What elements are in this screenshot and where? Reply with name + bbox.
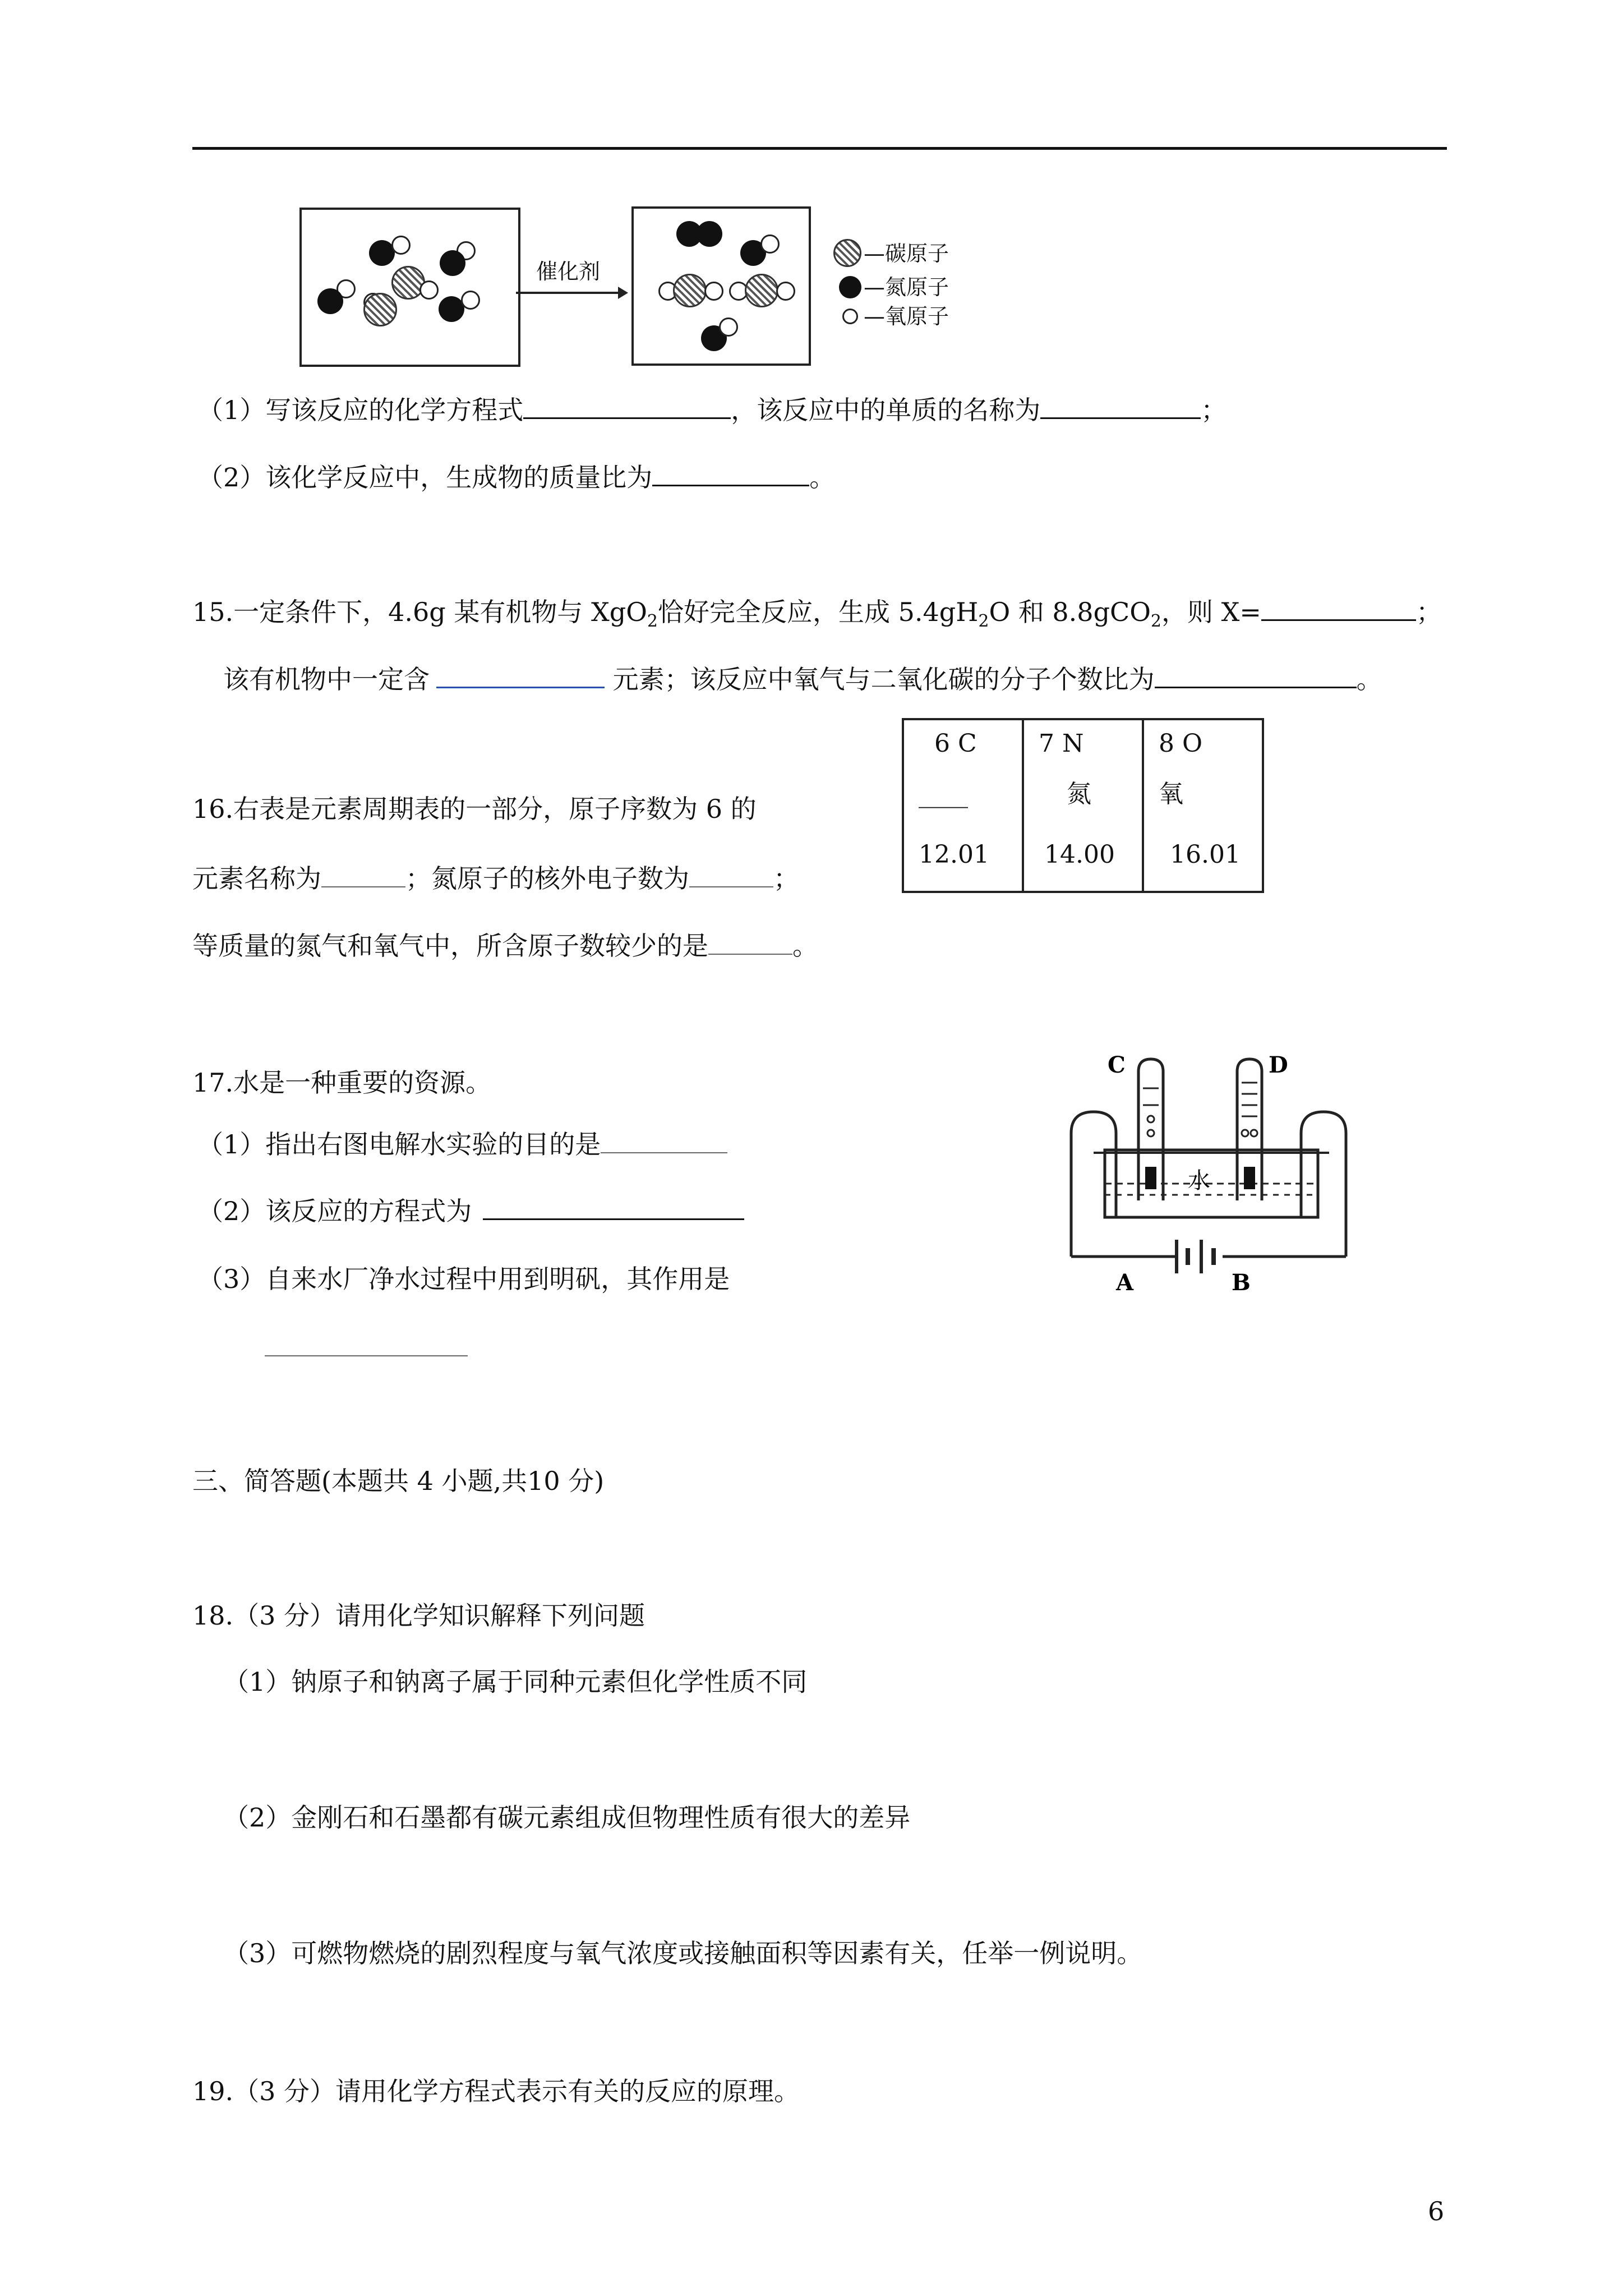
label-d: D [1269, 1052, 1288, 1078]
q17-part2 [197, 1194, 744, 1228]
beaker-outline [1071, 1112, 1116, 1217]
q17-title: 17.水是一种重要的资源。 [192, 1068, 492, 1098]
q14-part1-end: ； [1201, 395, 1227, 425]
q15-line1-end: ； [1415, 597, 1442, 627]
carbon-atom-icon [673, 274, 707, 307]
q16-text-a: 元素名称为 [192, 863, 321, 894]
q16-line2-end: ； [773, 863, 799, 894]
q15-text-a: 15.一定条件下，4.6g 某有机物与 XgO [192, 597, 647, 627]
q14-part2-text: （2）该化学反应中，生成物的质量比为 [197, 462, 653, 493]
x-value-answer-blank[interactable] [1261, 595, 1416, 621]
q16-line2 [192, 862, 799, 895]
alum-function-blank[interactable] [265, 1338, 468, 1356]
purpose-answer-blank[interactable] [601, 1128, 727, 1153]
q17-part2-text: （2）该反应的方程式为 [197, 1196, 472, 1226]
element-name: 氧 [1159, 780, 1183, 808]
q14-part2 [197, 460, 835, 494]
legend-label-carbon: —碳原子 [864, 241, 949, 266]
legend-label-nitrogen: —氮原子 [864, 275, 949, 300]
oxygen-atom-icon [760, 234, 780, 254]
q15-text-d: ，则 X= [1161, 597, 1261, 627]
element-cell-carbon [903, 719, 1023, 892]
oxygen-atom-icon [719, 318, 738, 337]
nitrogen-atom-icon [839, 276, 861, 298]
oxygen-atom-icon [704, 282, 723, 301]
carbon-atom-icon [833, 239, 861, 267]
q14-part2-end: 。 [809, 462, 836, 493]
q19-title: 19.（3 分）请用化学方程式表示有关的反应的原理。 [192, 2076, 800, 2106]
element-answer-blank[interactable] [436, 662, 605, 688]
nitrogen-atom-icon [697, 221, 722, 247]
q18-part2: （2）金刚石和石墨都有碳元素组成但物理性质有很大的差异 [223, 1802, 911, 1833]
header-rule [192, 147, 1447, 150]
element-name-blank[interactable] [321, 862, 405, 887]
q15-text-e: 该有机物中一定含 [223, 664, 430, 694]
q18-part3: （3）可燃物燃烧的剧烈程度与氧气浓度或接触面积等因素有关，任举一例说明。 [223, 1938, 1143, 1968]
q17-part1-text: （1）指出右图电解水实验的目的是 [197, 1129, 601, 1159]
periodic-table-fragment [902, 718, 1264, 893]
mass-ratio-answer-blank[interactable] [652, 460, 809, 486]
fewer-atoms-blank[interactable] [708, 929, 792, 955]
water-label: 水 [1188, 1168, 1210, 1194]
molecule-ratio-answer-blank[interactable] [1155, 662, 1357, 688]
q15-line1 [192, 595, 1442, 632]
label-c: C [1108, 1052, 1126, 1078]
carbon-atom-icon [363, 293, 397, 326]
q14-part1-text-b: ，该反应中的单质的名称为 [731, 395, 1041, 425]
q15-text-f: 元素；该反应中氧气与二氧化碳的分子个数比为 [605, 664, 1155, 694]
element-cell-oxygen [1143, 719, 1263, 892]
q14-part1-text-a: （1）写该反应的化学方程式 [197, 395, 524, 425]
q15-sub2: 2 [978, 611, 989, 632]
oxygen-atom-icon [776, 282, 795, 301]
element-mass: 14.00 [1044, 840, 1115, 869]
oxygen-atom-icon [419, 280, 439, 300]
product-box [631, 206, 811, 366]
element-name: 氮 [1067, 780, 1091, 808]
nitrogen-atom-icon [440, 250, 465, 276]
q18-title: 18.（3 分）请用化学知识解释下列问题 [192, 1600, 645, 1631]
oxygen-atom-icon [391, 236, 411, 255]
reactant-box [299, 208, 520, 367]
q17-part1 [197, 1128, 727, 1161]
element-cell-nitrogen [1023, 719, 1143, 892]
reaction-arrow [516, 292, 626, 294]
legend-label-oxygen: —氧原子 [864, 304, 949, 329]
q17-part3: （3）自来水厂净水过程中用到明矾，其作用是 [197, 1264, 730, 1294]
oxygen-atom-icon [842, 309, 858, 324]
q15-text-c: O 和 8.8gCO [989, 597, 1151, 627]
q15-sub3: 2 [1150, 611, 1162, 632]
label-b: B [1232, 1269, 1251, 1296]
q16-text-c: 等质量的氮气和氧气中，所含原子数较少的是 [192, 931, 708, 961]
q15-line2 [223, 662, 1382, 696]
element-mass: 12.01 [919, 840, 989, 869]
q15-text-b: 恰好完全反应，生成 5.4gH [658, 597, 979, 627]
page-number: 6 [1428, 2196, 1445, 2226]
section-3-title: 三、简答题(本题共 4 小题,共10 分) [192, 1466, 605, 1496]
label-a: A [1116, 1269, 1134, 1296]
element-number-symbol: 6 C [934, 729, 977, 758]
element-name-answer-blank[interactable] [1040, 393, 1201, 419]
element-number-symbol: 8 O [1159, 729, 1203, 758]
q15-line2-end: 。 [1356, 664, 1382, 694]
q16-line3 [192, 929, 818, 963]
equation-answer-blank[interactable] [523, 393, 731, 419]
element-number-symbol: 7 N [1039, 729, 1084, 758]
equation-blank[interactable] [483, 1194, 744, 1220]
catalyst-label: 催化剂 [536, 259, 601, 284]
oxygen-atom-icon [461, 291, 480, 310]
element-name: ____ [919, 780, 968, 808]
q16-line3-end: 。 [792, 931, 818, 961]
electrolysis-apparatus [1054, 1049, 1368, 1296]
q16-text-b: ；氮原子的核外电子数为 [405, 863, 689, 894]
q18-part1: （1）钠原子和钠离子属于同种元素但化学性质不同 [223, 1667, 808, 1697]
q15-sub1: 2 [647, 611, 658, 632]
nitrogen-atom-icon [317, 288, 343, 314]
q14-part1 [197, 393, 1227, 427]
electron-count-blank[interactable] [689, 862, 773, 887]
carbon-atom-icon [745, 274, 778, 307]
q16-line1: 16.右表是元素周期表的一部分，原子序数为 6 的 [192, 794, 757, 824]
element-mass: 16.01 [1170, 840, 1241, 869]
